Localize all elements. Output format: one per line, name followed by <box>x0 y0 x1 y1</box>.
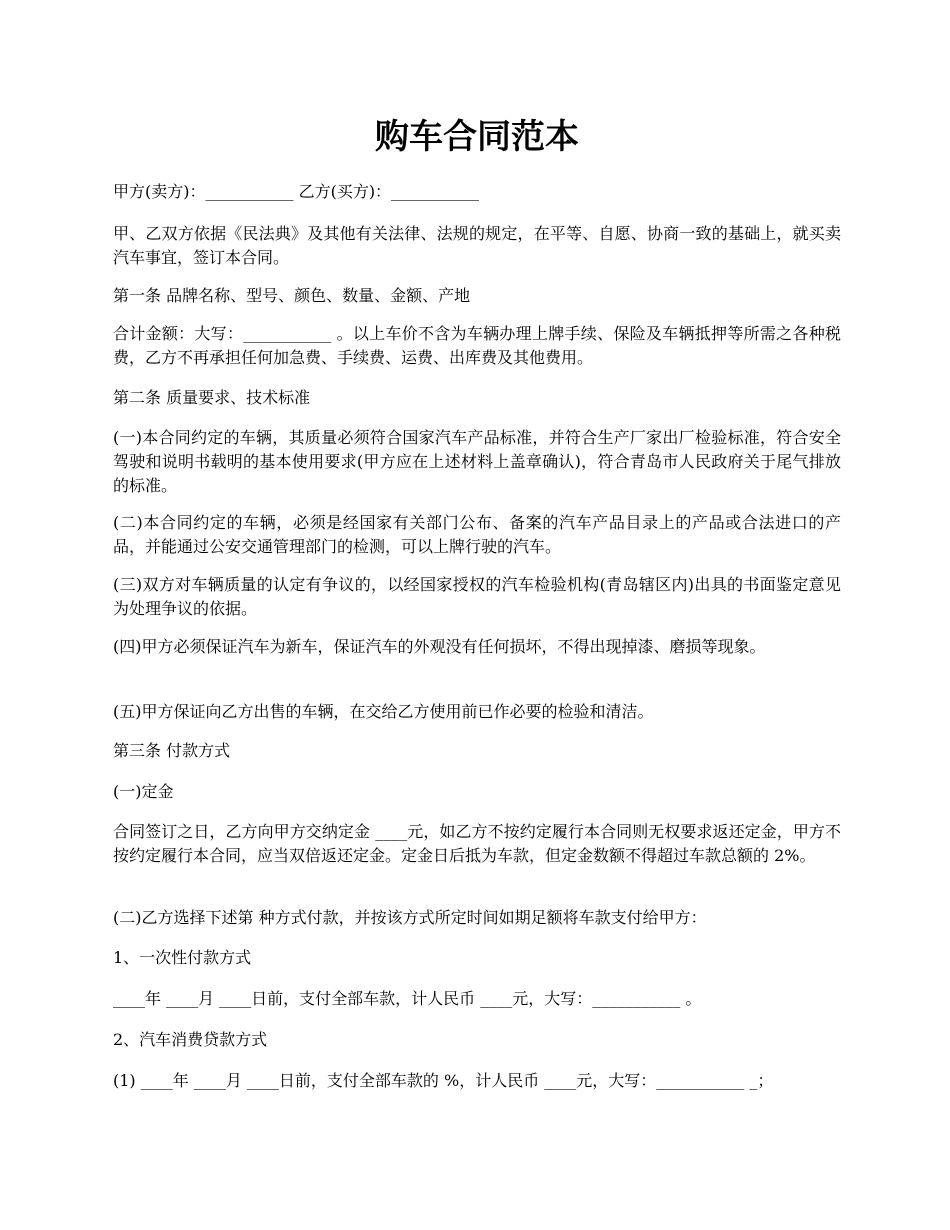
parties-line: 甲方(卖方)：___________ 乙方(买方)：___________ <box>113 182 480 201</box>
clause-2-5-paragraph: (五)甲方保证向乙方出售的车辆，在交给乙方使用前已作必要的检验和清洁。 <box>113 702 654 721</box>
clause-2-1-paragraph: (一)本合同约定的车辆，其质量必须符合国家汽车产品标准，并符合生产厂家出厂检验标准，符合安全驾驶和说明书载明的基本使用要求(甲方应在上述材料上盖章确认)，符合青岛市人民政府关于尾气排放的标准。 <box>113 428 841 495</box>
total-amount-paragraph: 合计金额：大写：___________ 。以上车价不含为车辆办理上牌手续、保险及车辆抵押等所需之各种税费，乙方不再承担任何加急费、手续费、运费、出库费及其他费用。 <box>113 324 841 367</box>
clause-3-1-heading: (一)定金 <box>113 782 174 801</box>
article-1-heading: 第一条 品牌名称、型号、颜色、数量、金额、产地 <box>113 286 471 305</box>
article-2-heading: 第二条 质量要求、技术标准 <box>113 388 311 407</box>
loan-heading: 2、汽车消费贷款方式 <box>113 1030 268 1049</box>
lump-sum-heading: 1、一次性付款方式 <box>113 948 252 967</box>
loan-item-1-paragraph: (1) ____年 ____月 ____日前，支付全部车款的 %，计人民币 ____元，大写：___________ _； <box>113 1071 774 1090</box>
page-title: 购车合同范本 <box>375 117 579 157</box>
lump-sum-paragraph: ____年 ____月 ____日前，支付全部车款，计人民币 ____元，大写：___________ 。 <box>113 989 702 1008</box>
clause-2-3-paragraph: (三)双方对车辆质量的认定有争议的，以经国家授权的汽车检验机构(青岛辖区内)出具的书面鉴定意见为处理争议的依据。 <box>113 575 841 618</box>
clause-2-4-paragraph: (四)甲方必须保证汽车为新车，保证汽车的外观没有任何损坏，不得出现掉漆、磨损等现象。 <box>113 637 766 656</box>
clause-3-2-paragraph: (二)乙方选择下述第 种方式付款，并按该方式所定时间如期足额将车款支付给甲方： <box>113 908 707 927</box>
deposit-paragraph: 合同签订之日，乙方向甲方交纳定金 ____元，如乙方不按约定履行本合同则无权要求返还定金，甲方不按约定履行本合同，应当双倍返还定金。定金日后抵为车款，但定金数额不得超过车款总额的 2%。 <box>113 822 841 865</box>
clause-2-2-paragraph: (二)本合同约定的车辆，必须是经国家有关部门公布、备案的汽车产品目录上的产品或合法进口的产品，并能通过公安交通管理部门的检测，可以上牌行驶的汽车。 <box>113 513 841 556</box>
preamble-paragraph: 甲、乙双方依据《民法典》及其他有关法律、法规的规定，在平等、自愿、协商一致的基础上，就买卖汽车事宜，签订本合同。 <box>113 224 841 267</box>
article-3-heading: 第三条 付款方式 <box>113 741 231 760</box>
